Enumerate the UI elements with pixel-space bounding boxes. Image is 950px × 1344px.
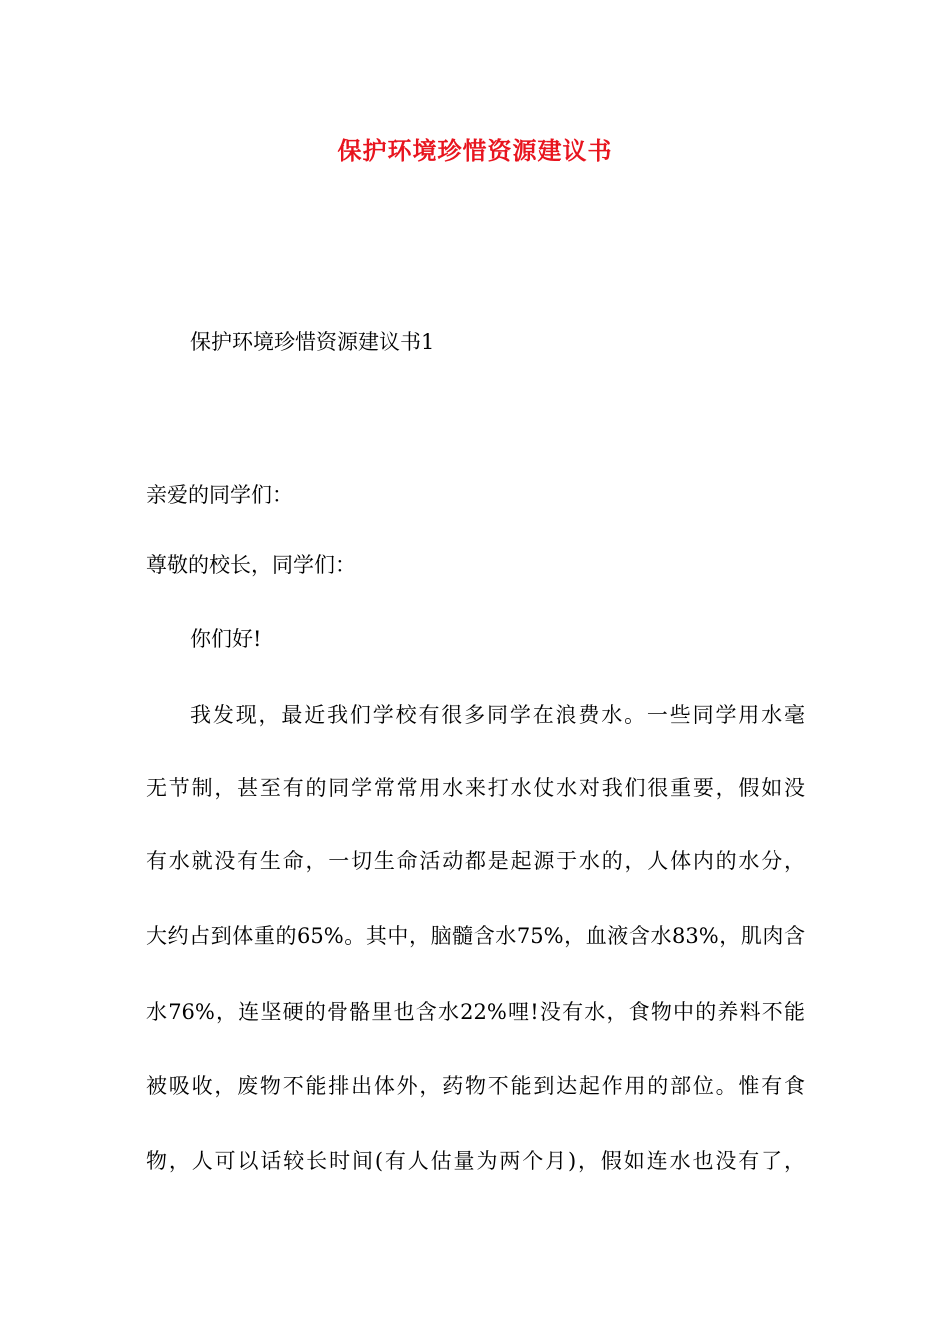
body-line: 被吸收，废物不能排出体外，药物不能到达起作用的部位。惟有食	[146, 1074, 805, 1098]
document-title: 保护环境珍惜资源建议书	[337, 136, 613, 165]
body-line: 有水就没有生命，一切生命活动都是起源于水的，人体内的水分，	[146, 849, 805, 873]
section-heading: 保护环境珍惜资源建议书1	[190, 330, 435, 354]
body-line: 无节制，甚至有的同学常常用水来打水仗水对我们很重要，假如没	[146, 776, 805, 800]
greeting-line: 你们好!	[190, 627, 262, 651]
body-line: 大约占到体重的65%。其中，脑髓含水75%，血液含水83%，肌肉含	[146, 924, 805, 948]
salutation-line-1: 亲爱的同学们：	[146, 483, 293, 507]
salutation-line-2: 尊敬的校长，同学们：	[146, 553, 356, 577]
body-line: 我发现，最近我们学校有很多同学在浪费水。一些同学用水毫	[190, 703, 805, 727]
body-line: 物，人可以话较长时间(有人估量为两个月)，假如连水也没有了，	[146, 1149, 805, 1173]
body-line: 水76%，连坚硬的骨骼里也含水22%哩!没有水，食物中的养料不能	[146, 1000, 805, 1024]
